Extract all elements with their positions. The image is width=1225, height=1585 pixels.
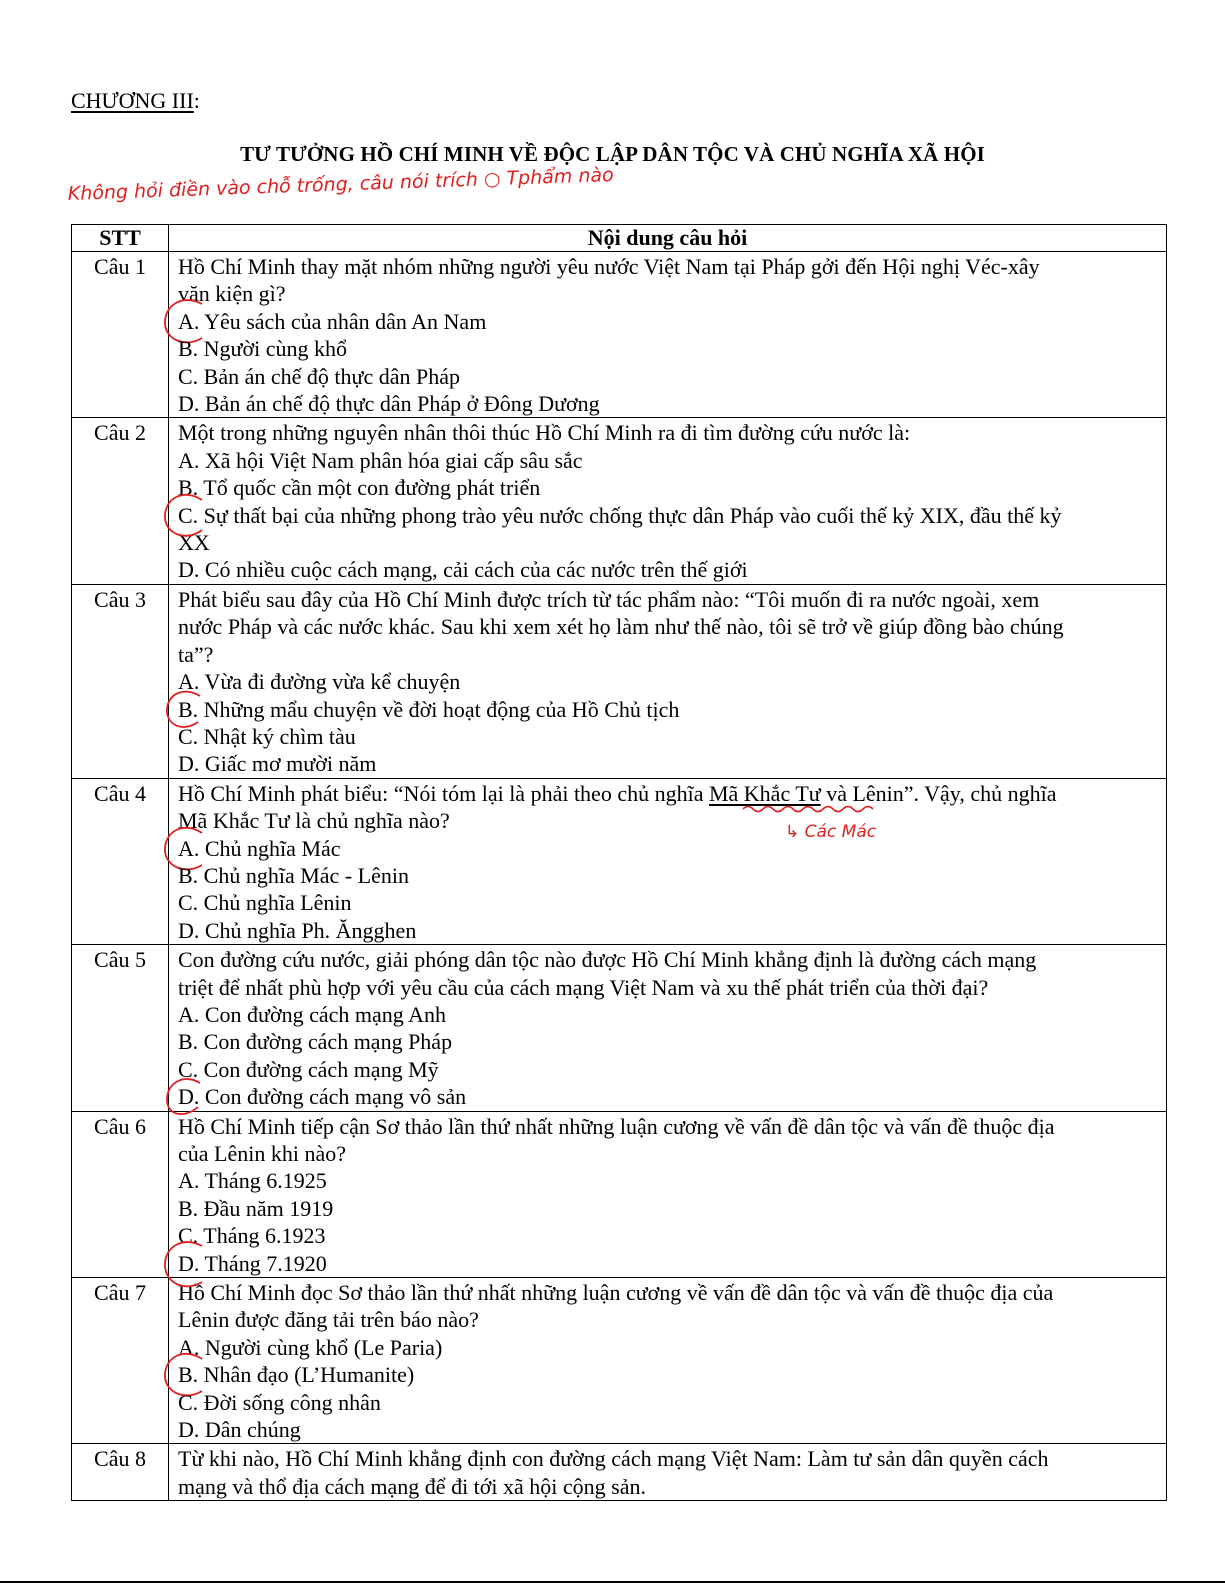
option-a: A. Vừa đi đường vừa kể chuyện bbox=[178, 669, 461, 695]
option-a: A. Tháng 6.1925 bbox=[178, 1168, 327, 1194]
page-title: TƯ TƯỞNG HỒ CHÍ MINH VỀ ĐỘC LẬP DÂN TỘC VÀ CHỦ NGHĨA XÃ HỘI bbox=[240, 142, 985, 166]
option-d: D. Giấc mơ mười năm bbox=[178, 751, 377, 777]
question-text: Hồ Chí Minh đọc Sơ thảo lần thứ nhất những luận cương về vấn đề dân tộc và vấn đề thuộc địa của bbox=[178, 1280, 1054, 1306]
underlined-term: Mã Khắc Tư bbox=[708, 780, 821, 806]
table-row bbox=[72, 418, 1167, 584]
question-number: Câu 2 bbox=[72, 418, 169, 584]
option-continuation: XX bbox=[178, 530, 210, 556]
option-text: B. Nhân đạo (L’Humanite) bbox=[178, 1362, 415, 1388]
question-text: Phát biểu sau đây của Hồ Chí Minh được trích từ tác phẩm nào: “Tôi muốn đi ra nước ngoài, xem bbox=[178, 586, 1040, 612]
question-number: Câu 6 bbox=[72, 1111, 169, 1277]
question-text: ta”? bbox=[178, 641, 214, 667]
question-number: Câu 5 bbox=[72, 945, 169, 1111]
option-text: D. Con đường cách mạng vô sản bbox=[178, 1084, 467, 1110]
question-content bbox=[169, 418, 1167, 584]
table-row bbox=[72, 584, 1167, 778]
option-a: A. Con đường cách mạng Anh bbox=[178, 1001, 446, 1027]
option-d: D. Bản án chế độ thực dân Pháp ở Đông Dương bbox=[178, 391, 600, 417]
option-c: C. Chủ nghĩa Lênin bbox=[178, 890, 352, 916]
svg-text:Không hỏi điền vào chỗ trống,: Không hỏi điền vào chỗ trống, câu nói trích ○ Tphẩm nào bbox=[67, 163, 615, 205]
option-d: D. Chủ nghĩa Ph. Ăngghen bbox=[178, 917, 417, 943]
question-text: của Lênin khi nào? bbox=[178, 1141, 346, 1166]
option-text: A. Yêu sách của nhân dân An Nam bbox=[178, 308, 487, 334]
table-row bbox=[72, 778, 1167, 944]
option-text: C. Sự thất bại của những phong trào yêu nước chống thực dân Pháp vào cuối thế kỷ XIX, đầu thế kỷ bbox=[178, 502, 1062, 528]
option-a: A. Xã hội Việt Nam phân hóa giai cấp sâu sắc bbox=[178, 447, 583, 473]
option-b: B. Chủ nghĩa Mác - Lênin bbox=[178, 862, 409, 888]
question-text: Lênin được đăng tải trên báo nào? bbox=[178, 1307, 479, 1333]
question-table bbox=[71, 224, 1167, 1501]
question-text: mạng và thổ địa cách mạng để đi tới xã hội cộng sản. bbox=[178, 1473, 647, 1499]
option-b: B. Tổ quốc cần một con đường phát triển bbox=[178, 475, 541, 501]
question-text: Con đường cứu nước, giải phóng dân tộc nào được Hồ Chí Minh khẳng định là đường cách mạng bbox=[178, 947, 1037, 973]
header-stt: STT bbox=[72, 225, 169, 252]
option-c: C. Nhật ký chìm tàu bbox=[178, 723, 356, 749]
table-header-row bbox=[72, 225, 1167, 252]
handwritten-annotation: ↳ Các Mác bbox=[785, 821, 877, 842]
option-c bbox=[178, 502, 1146, 529]
option-c: C. Tháng 6.1923 bbox=[178, 1223, 326, 1249]
question-text: văn kiện gì? bbox=[178, 281, 286, 307]
question-number: Câu 7 bbox=[72, 1278, 169, 1444]
question-content bbox=[169, 945, 1167, 1111]
question-content bbox=[169, 1278, 1167, 1444]
option-c: C. Con đường cách mạng Mỹ bbox=[178, 1056, 439, 1082]
question-text: Từ khi nào, Hồ Chí Minh khẳng định con đường cách mạng Việt Nam: Làm tư sản dân quyền cách bbox=[178, 1446, 1049, 1472]
option-b bbox=[178, 1361, 1146, 1388]
chapter-heading: CHƯƠNG III: bbox=[71, 88, 200, 113]
question-content bbox=[169, 252, 1167, 418]
question-content bbox=[169, 584, 1167, 778]
option-c: C. Đời sống công nhân bbox=[178, 1389, 381, 1415]
question-text: nước Pháp và các nước khác. Sau khi xem xét họ làm như thế nào, tôi sẽ trở về giúp đồng bào chúng bbox=[178, 614, 1064, 640]
header-content: Nội dung câu hỏi bbox=[169, 225, 1167, 252]
question-text: Hồ Chí Minh thay mặt nhóm những người yêu nước Việt Nam tại Pháp gởi đến Hội nghị Véc-xây bbox=[178, 254, 1040, 279]
question-text: Hồ Chí Minh tiếp cận Sơ thảo lần thứ nhất những luận cương về vấn đề dân tộc và vấn đề thuộc địa bbox=[178, 1113, 1055, 1139]
question-text: Hồ Chí Minh phát biểu: “Nói tóm lại là phải theo chủ nghĩa Mã Khắc Tư và Lênin”. Vậy, chủ nghĩa bbox=[178, 780, 1057, 806]
question-number: Câu 1 bbox=[72, 252, 169, 418]
option-d bbox=[178, 1250, 1146, 1277]
option-text: B. Những mẩu chuyện về đời hoạt động của Hồ Chủ tịch bbox=[178, 696, 680, 722]
option-b: B. Đầu năm 1919 bbox=[178, 1195, 334, 1221]
table-row bbox=[72, 1278, 1167, 1444]
option-text: A. Chủ nghĩa Mác bbox=[178, 835, 341, 861]
table-row bbox=[72, 252, 1167, 418]
option-a: A. Người cùng khổ (Le Paria) bbox=[178, 1334, 443, 1360]
question-number: Câu 4 bbox=[72, 778, 169, 944]
table-row bbox=[72, 1111, 1167, 1277]
question-content bbox=[169, 778, 1167, 944]
question-content bbox=[169, 1111, 1167, 1277]
option-d: D. Có nhiều cuộc cách mạng, cải cách của các nước trên thế giới bbox=[178, 557, 748, 583]
page-bottom-rule bbox=[0, 1581, 1225, 1583]
question-text: Mã Khắc Tư là chủ nghĩa nào? bbox=[178, 808, 450, 834]
option-b: B. Người cùng khổ bbox=[178, 336, 347, 362]
option-text: D. Tháng 7.1920 bbox=[178, 1250, 327, 1276]
handwritten-note bbox=[67, 163, 615, 210]
question-number: Câu 8 bbox=[72, 1444, 169, 1501]
option-c: C. Bản án chế độ thực dân Pháp bbox=[178, 363, 460, 389]
option-a bbox=[178, 308, 1146, 335]
option-b: B. Con đường cách mạng Pháp bbox=[178, 1029, 453, 1055]
option-d: D. Dân chúng bbox=[178, 1417, 301, 1443]
table-row bbox=[72, 945, 1167, 1111]
question-text: triệt để nhất phù hợp với yêu cầu của cách mạng Việt Nam và xu thế phát triển của thời đại? bbox=[178, 974, 989, 1000]
option-d bbox=[178, 1083, 1146, 1110]
table-row bbox=[72, 1444, 1167, 1501]
question-text: Một trong những nguyên nhân thôi thúc Hồ Chí Minh ra đi tìm đường cứu nước là: bbox=[178, 420, 911, 446]
question-content bbox=[169, 1444, 1167, 1501]
question-number: Câu 3 bbox=[72, 584, 169, 778]
option-a bbox=[178, 835, 1146, 862]
option-b bbox=[178, 696, 1146, 723]
